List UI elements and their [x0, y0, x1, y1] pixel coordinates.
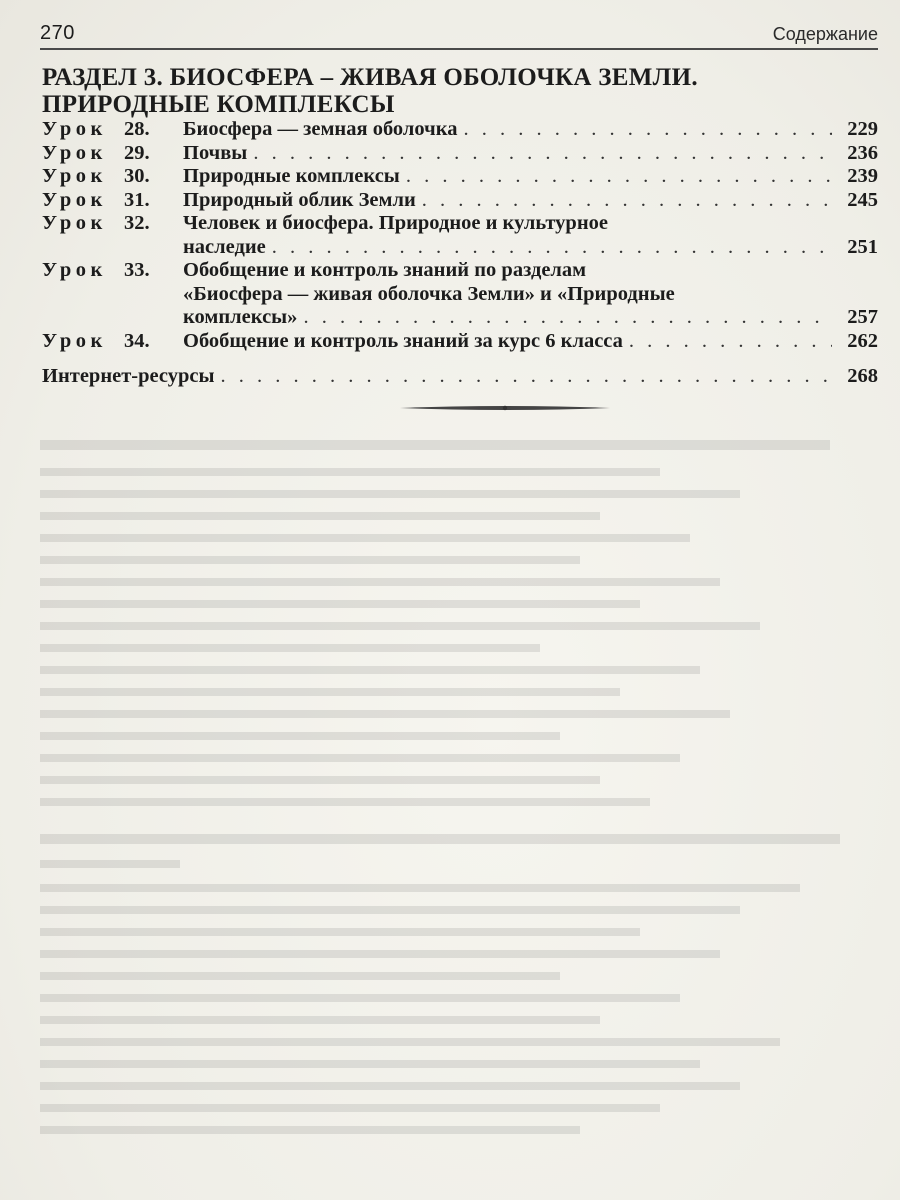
running-title: Содержание — [772, 24, 878, 44]
page-header — [40, 22, 878, 50]
entry-page-number: 239 — [847, 165, 878, 187]
page-number: 270 — [40, 22, 75, 44]
dot-leader — [463, 118, 832, 142]
entry-kind: Урок — [42, 141, 107, 164]
entry-title: Человек и биосфера. Природное и культурное — [183, 212, 608, 234]
entry-page-number: 229 — [847, 118, 878, 140]
entry-kind: Урок — [42, 118, 107, 140]
entry-title: Почвы — [183, 141, 248, 164]
entry-title: Природный облик Земли — [183, 188, 416, 211]
entry-kind: Урок — [42, 212, 107, 234]
entry-page-number: 262 — [847, 329, 878, 352]
entry-number: 29. — [124, 141, 150, 164]
entry-title: Обобщение и контроль знаний за курс 6 класса — [183, 329, 623, 352]
toc-entry-lesson-32 — [42, 212, 878, 259]
entry-title-continuation: наследие — [183, 235, 266, 258]
entry-title: Обобщение и контроль знаний по разделам — [183, 259, 587, 281]
entry-kind: Урок — [42, 165, 107, 187]
toc-entry-lesson-34 — [42, 330, 878, 354]
table-of-contents — [42, 118, 878, 389]
entry-title-continuation: «Биосфера — живая оболочка Земли» и «Природные — [183, 282, 675, 305]
toc-entry-lesson-33 — [42, 259, 878, 330]
toc-entry-lesson-31 — [42, 189, 878, 213]
dot-leader — [422, 189, 832, 213]
toc-entry-lesson-30 — [42, 165, 878, 189]
dot-leader — [406, 165, 832, 189]
entry-page-number: 245 — [847, 188, 878, 211]
entry-page-number: 257 — [847, 306, 878, 328]
entry-number: 34. — [124, 329, 150, 352]
toc-entry-lesson-28 — [42, 118, 878, 142]
section-title-line-1: РАЗДЕЛ 3. БИОСФЕРА – ЖИВАЯ ОБОЛОЧКА ЗЕМЛИ. — [42, 64, 698, 91]
dot-leader — [629, 330, 832, 354]
entry-kind: Урок — [42, 188, 107, 211]
toc-entry-internet-resources — [42, 365, 878, 389]
dot-leader — [303, 306, 832, 330]
entry-title: Интернет-ресурсы — [42, 365, 215, 387]
toc-entry-lesson-29 — [42, 142, 878, 166]
entry-title-continuation: комплексы» — [183, 306, 298, 328]
section-title-line-2: ПРИРОДНЫЕ КОМПЛЕКСЫ — [42, 91, 395, 118]
dot-leader — [253, 142, 832, 166]
entry-page-number: 251 — [847, 235, 878, 258]
entry-number: 31. — [124, 188, 150, 211]
entry-number: 28. — [124, 118, 150, 140]
entry-page-number: 268 — [847, 365, 878, 387]
entry-page-number: 236 — [847, 141, 878, 164]
entry-number: 32. — [124, 212, 150, 234]
entry-number: 30. — [124, 165, 150, 187]
entry-kind: Урок — [42, 329, 107, 352]
end-ornament-rule — [400, 405, 610, 411]
entry-title: Биосфера — земная оболочка — [183, 118, 458, 140]
entry-number: 33. — [124, 259, 150, 281]
entry-spacer — [42, 353, 878, 365]
entry-title: Природные комплексы — [183, 165, 400, 187]
dot-leader — [220, 365, 832, 389]
dot-leader — [272, 236, 832, 260]
section-title — [42, 64, 872, 118]
entry-kind: Урок — [42, 259, 107, 281]
